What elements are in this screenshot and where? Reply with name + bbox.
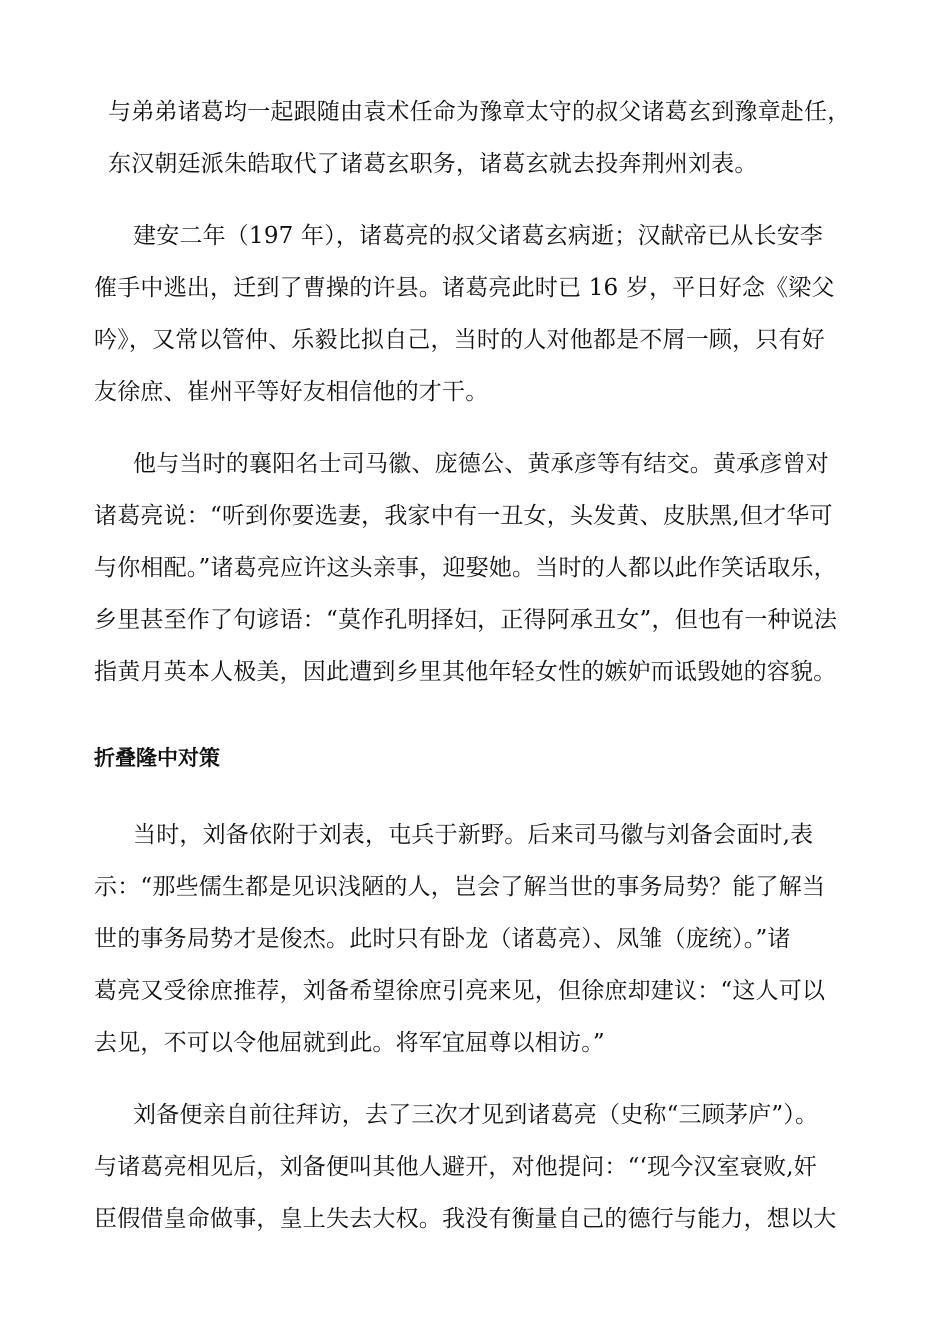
text-line: 世的事务局势才是俊杰。此时只有卧龙（诸葛亮）、凤雏（庞统）。”诸	[94, 926, 791, 952]
text-line: 臣假借皇命做事，皇上失去大权。我没有衡量自己的德行与能力，想以大	[94, 1206, 837, 1232]
text-line: 他与当时的襄阳名士司马徽、庞德公、黄承彦等有结交。黄承彦曾对	[133, 451, 829, 477]
text-line: 诸葛亮说：“听到你要选妻，我家中有一丑女，头发黄、皮肤黑,但才华可	[94, 503, 833, 529]
text-line: 傕手中逃出，迁到了曹操的许县。诸葛亮此时已 16 岁，平日好念《梁父	[94, 275, 835, 301]
text-line: 刘备便亲自前往拜访，去了三次才见到诸葛亮（史称“三顾茅庐”）。	[133, 1102, 819, 1128]
text-line: 去见，不可以令他屈就到此。将军宜屈尊以相访。”	[94, 1030, 605, 1056]
text-line: 当时，刘备依附于刘表，屯兵于新野。后来司马徽与刘备会面时,表	[133, 822, 814, 848]
text-line: 乡里甚至作了句谚语：“莫作孔明择妇，正得阿承丑女”，但也有一种说法	[94, 607, 838, 633]
section-heading: 折叠隆中对策	[94, 746, 220, 770]
text-line: 吟》，又常以管仲、乐毅比拟自己，当时的人对他都是不屑一顾，只有好	[94, 327, 825, 353]
text-line: 与诸葛亮相见后，刘备便叫其他人避开，对他提问：“‘现今汉室衰败,奸	[94, 1154, 817, 1180]
text-line: 与弟弟诸葛均一起跟随由袁术任命为豫章太守的叔父诸葛玄到豫章赴任，	[108, 99, 851, 125]
text-line: 建安二年（197 年），诸葛亮的叔父诸葛玄病逝；汉献帝已从长安李	[133, 223, 824, 249]
text-line: 东汉朝廷派朱皓取代了诸葛玄职务，诸葛玄就去投奔荆州刘表。	[108, 151, 758, 177]
text-line: 与你相配。”诸葛亮应许这头亲事，迎娶她。当时的人都以此作笑话取乐，	[94, 555, 837, 581]
text-line: 指黄月英本人极美，因此遭到乡里其他年轻女性的嫉妒而诋毁她的容貌。	[94, 659, 837, 685]
text-line: 葛亮又受徐庶推荐，刘备希望徐庶引亮来见，但徐庶却建议：“这人可以	[94, 978, 826, 1004]
text-line: 友徐庶、崔州平等好友相信他的才干。	[94, 379, 489, 405]
text-line: 示：“那些儒生都是见识浅陋的人，岂会了解当世的事务局势？能了解当	[94, 874, 826, 900]
